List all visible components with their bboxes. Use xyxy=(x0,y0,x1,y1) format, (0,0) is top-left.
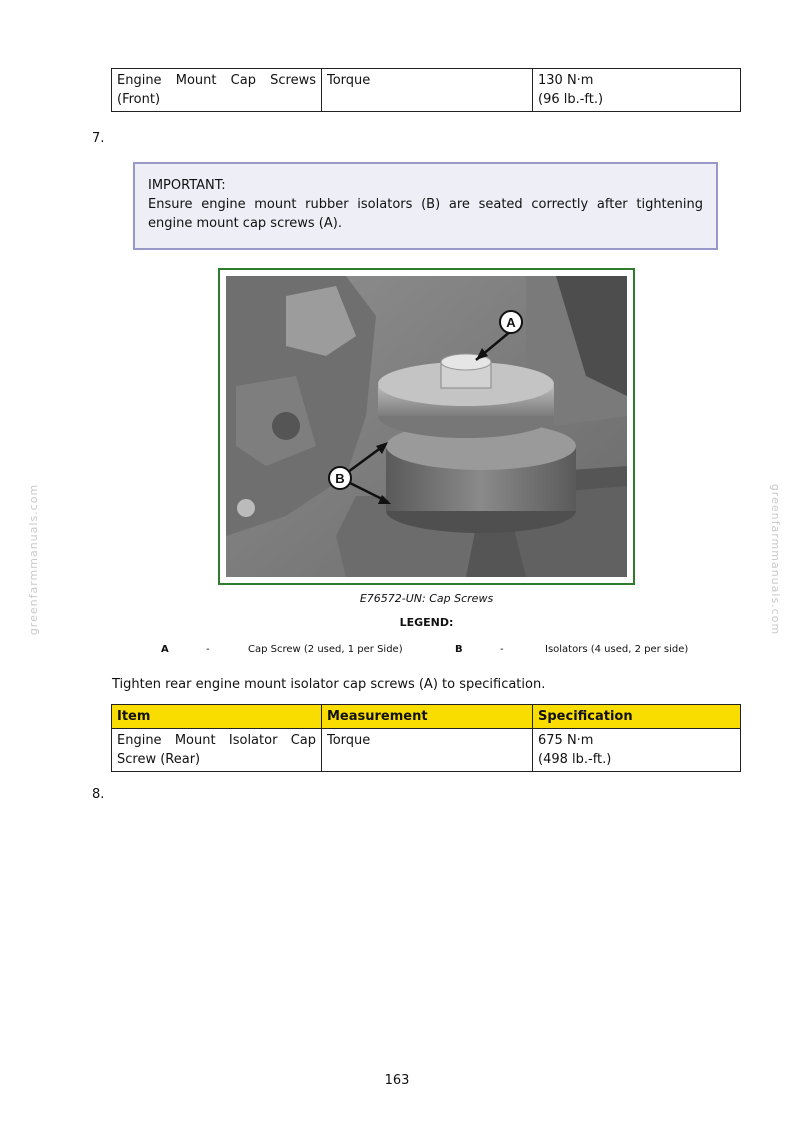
legend-dash-a: - xyxy=(206,644,210,655)
page-number: 163 xyxy=(384,1073,410,1088)
measurement-cell: Torque xyxy=(322,69,533,112)
item-cell: Engine Mount Cap Screws (Front) xyxy=(112,69,322,112)
figure-frame xyxy=(218,268,635,585)
cap-screw-photo xyxy=(226,276,627,577)
legend-key-b: B xyxy=(455,644,463,655)
step-number-7: 7. xyxy=(92,131,105,146)
step-number-8: 8. xyxy=(92,787,105,802)
legend-key-a: A xyxy=(161,644,169,655)
spec-table-rear xyxy=(111,704,741,772)
specification-cell: 130 N·m (96 lb.-ft.) xyxy=(533,69,741,112)
table-row xyxy=(112,729,741,772)
watermark-left: greenfarmmanuals.com xyxy=(27,483,41,636)
important-text: Ensure engine mount rubber isolators (B) are seated correctly after tightening engine mount cap screws (A). xyxy=(148,197,703,231)
header-item: Item xyxy=(112,705,322,729)
table-row xyxy=(112,69,741,112)
legend-desc-b: Isolators (4 used, 2 per side) xyxy=(545,644,689,655)
important-title: IMPORTANT: xyxy=(148,178,226,193)
important-note xyxy=(133,162,718,250)
header-measurement: Measurement xyxy=(322,705,533,729)
figure-caption: E76572-UN: Cap Screws xyxy=(359,592,494,605)
legend-dash-b: - xyxy=(500,644,504,655)
callout-a: A xyxy=(506,315,516,330)
table-header-row xyxy=(112,705,741,729)
header-specification: Specification xyxy=(533,705,741,729)
watermark-right: greenfarmmanuals.com xyxy=(769,483,783,636)
measurement-cell: Torque xyxy=(322,729,533,772)
instruction-text: Tighten rear engine mount isolator cap screws (A) to specification. xyxy=(112,677,546,692)
specification-cell: 675 N·m (498 lb.-ft.) xyxy=(533,729,741,772)
spec-table-front xyxy=(111,68,741,112)
legend-desc-a: Cap Screw (2 used, 1 per Side) xyxy=(248,644,403,655)
callout-b: B xyxy=(335,471,345,486)
legend-title: LEGEND: xyxy=(399,616,454,629)
item-cell: Engine Mount Isolator Cap Screw (Rear) xyxy=(112,729,322,772)
